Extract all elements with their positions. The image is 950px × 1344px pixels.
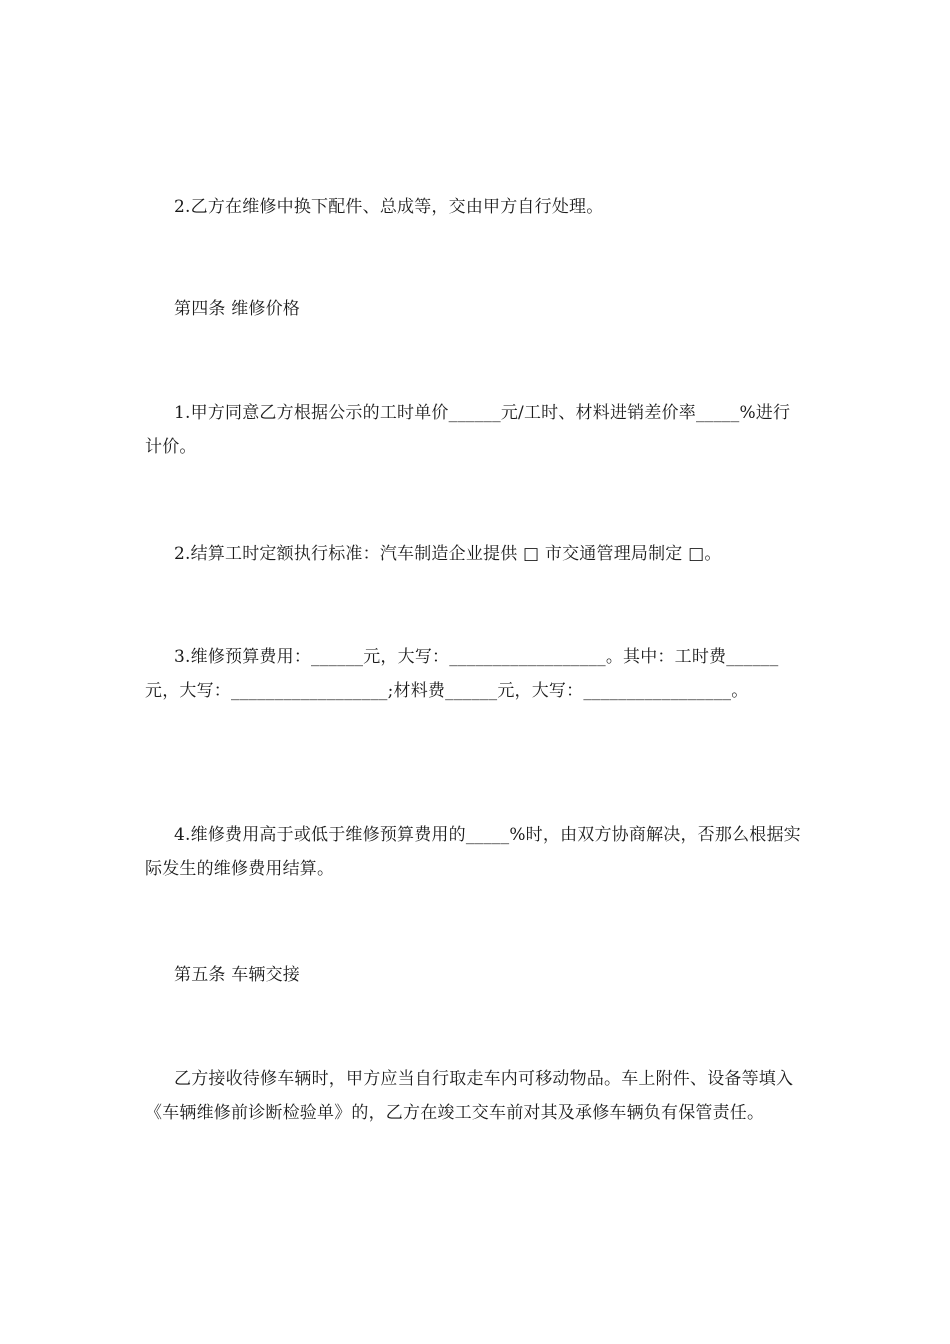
clause-4-item-3: 3.维修预算费用：______元，大写：__________________。其中：工时费______元，大写：__________________;材料费______元，大写：_________________。 [145,647,779,701]
clause-3-item-2: 2.乙方在维修中换下配件、总成等，交由甲方自行处理。 [174,197,604,217]
clause-4-item-2: 2.结算工时定额执行标准：汽车制造企业提供 □ 市交通管理局制定 □。 [174,544,722,564]
article-5-heading: 第五条 车辆交接 [174,965,301,985]
clause-5-body: 乙方接收待修车辆时，甲方应当自行取走车内可移动物品。车上附件、设备等填入《车辆维修前诊断检验单》的，乙方在竣工交车前对其及承修车辆负有保管责任。 [145,1069,794,1123]
article-4-heading: 第四条 维修价格 [174,299,301,319]
clause-4-item-1: 1.甲方同意乙方根据公示的工时单价______元/工时、材料进销差价率_____%进行计价。 [145,403,791,457]
clause-4-item-4: 4.维修费用高于或低于维修预算费用的_____%时，由双方协商解决，否那么根据实际发生的维修费用结算。 [145,825,801,879]
